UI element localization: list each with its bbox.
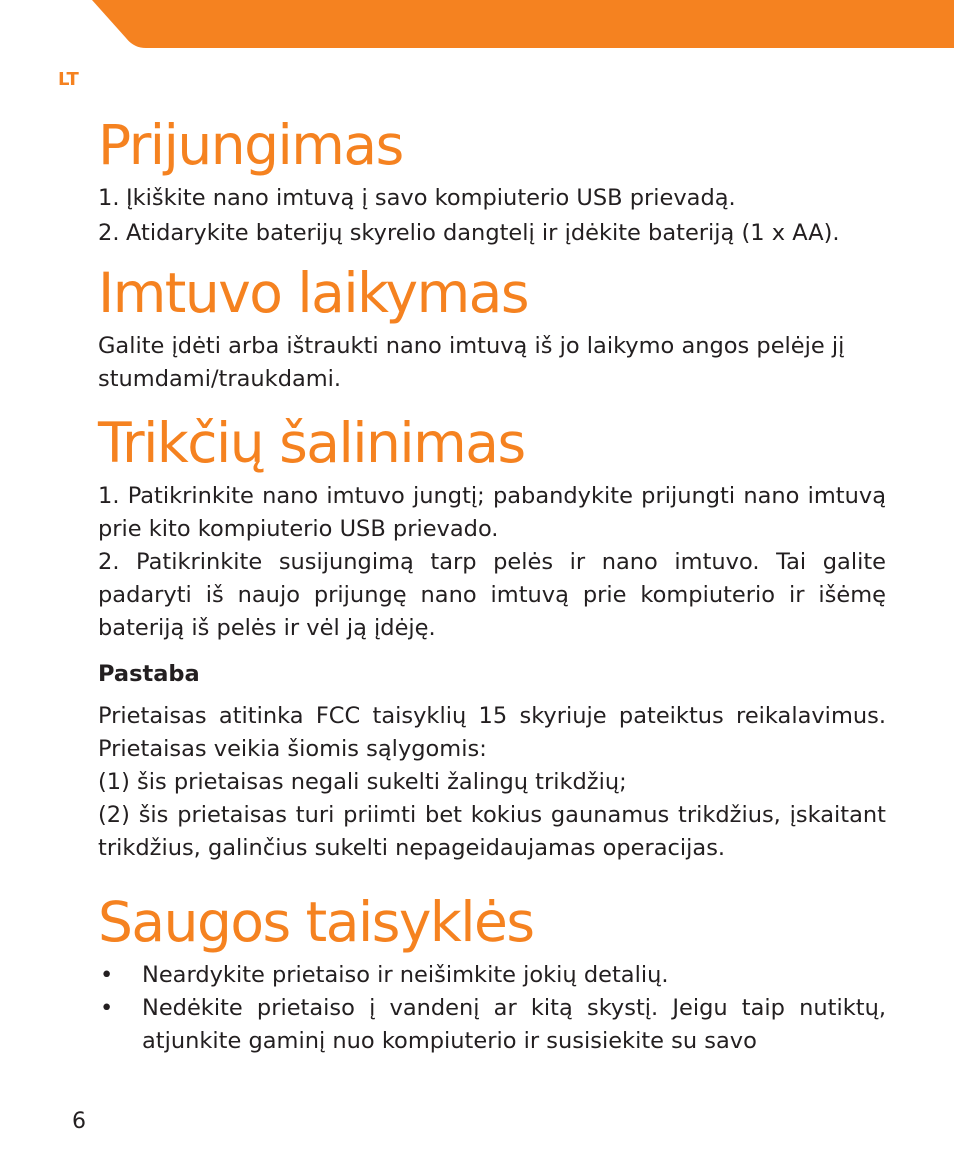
step-text: Atidarykite baterijų skyrelio dangtelį ir įdėkite bateriją (1 x AA). (126, 220, 840, 246)
step-number: 1. (98, 185, 120, 211)
note-title: Pastaba (98, 661, 200, 687)
note-line: Prietaisas atitinka FCC taisyklių 15 skyriuje pateiktus reikalavimus. Prietaisas veikia šiomis sąlygomis: (98, 703, 886, 762)
safety-rules-list (98, 959, 886, 1058)
troubleshooting-paragraph: 1. Patikrinkite nano imtuvo jungtį; pabandykite prijungti nano imtuvą prie kito kompiuterio USB prievado. (98, 483, 886, 542)
page-number: 6 (72, 1109, 86, 1134)
list-item (98, 992, 886, 1058)
section-title-safety-rules: Saugos taisyklės (98, 890, 534, 954)
bullet-icon: • (100, 995, 114, 1021)
language-code: LT (58, 69, 79, 90)
storage-text: Galite įdėti arba ištraukti nano imtuvą iš jo laikymo angos pelėje jį stumdami/traukdami. (98, 333, 845, 392)
list-item (98, 959, 886, 992)
section-title-receiver-storage: Imtuvo laikymas (98, 261, 529, 325)
section-title-connection: Prijungimas (98, 113, 403, 177)
step-number: 2. (98, 220, 120, 246)
safety-rule-text: Neardykite prietaiso ir neišimkite jokių detalių. (142, 962, 669, 988)
note-line: (1) šis prietaisas negali sukelti žalingų trikdžių; (98, 769, 627, 795)
note-line: (2) šis prietaisas turi priimti bet kokius gaunamus trikdžius, įskaitant trikdžius, galinčius sukelti nepageidaujamas operacijas. (98, 802, 886, 861)
connection-step (98, 182, 886, 215)
troubleshooting-paragraph: 2. Patikrinkite susijungimą tarp pelės ir nano imtuvo. Tai galite padaryti iš naujo prijungę nano imtuvą prie kompiuterio ir išėmę bateriją iš pelės ir vėl ją įdėję. (98, 549, 886, 641)
header-accent-band (0, 0, 954, 48)
page-content (98, 108, 886, 1058)
step-text: Įkiškite nano imtuvą į savo kompiuterio USB prievadą. (126, 185, 736, 211)
section-title-troubleshooting: Trikčių šalinimas (98, 411, 525, 475)
safety-rule-text: Nedėkite prietaiso į vandenį ar kitą skystį. Jeigu taip nutiktų, atjunkite gaminį nuo kompiuterio ir susisiekite su savo (142, 995, 886, 1054)
bullet-icon: • (100, 962, 114, 988)
connection-step (98, 217, 886, 250)
connection-steps (98, 182, 886, 250)
